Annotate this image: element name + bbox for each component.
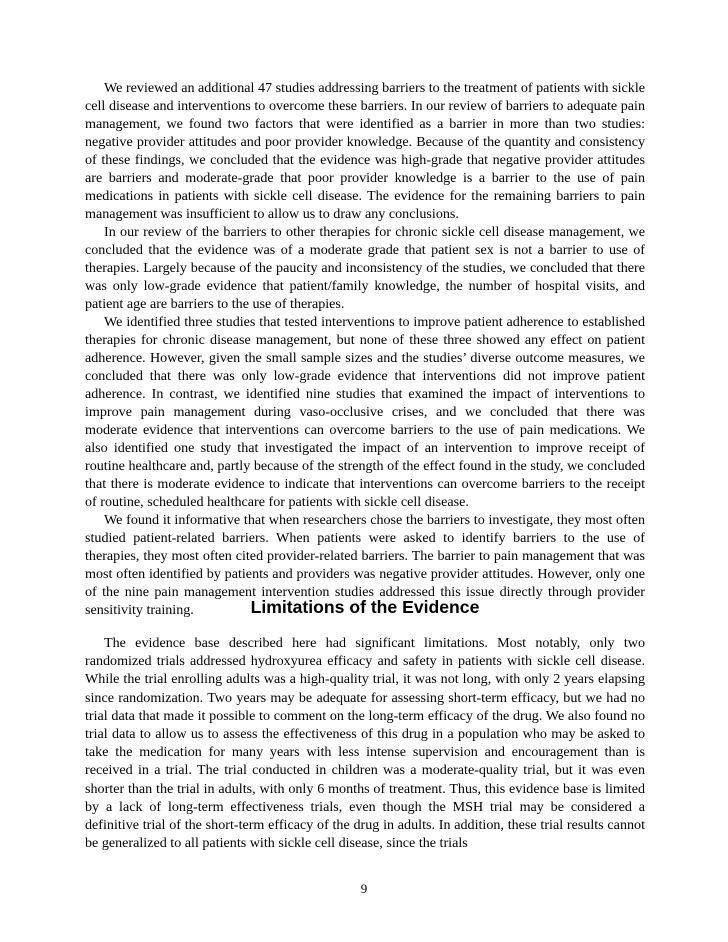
limitations-section [85, 634, 645, 852]
page-content [85, 79, 645, 852]
paragraph: The evidence base described here had significant limitations. Most notably, only two randomized trials addressed hydroxyurea efficacy and safety in patients with sickle cell disease. While the trial enrolling adults was a high-quality trial, it was not long, with only 2 years elapsing since randomization. Two years may be adequate for assessing short-term efficacy, but we had no trial data that made it possible to comment on the long-term efficacy of the drug. We also found no trial data to allow us to assess the effectiveness of this drug in a population who may be asked to take the medication for many years with less intense supervision and encouragement than is received in a trial. The trial conducted in children was a moderate-quality trial, but it was even shorter than the trial in adults, with only 6 months of treatment. Thus, this evidence base is limited by a lack of long-term effectiveness trials, even though the MSH trial may be considered a definitive trial of the short-term efficacy of the drug in adults. In addition, these trial results cannot be generalized to all patients with sickle cell disease, since the trials [85, 635, 645, 852]
paragraph: We identified three studies that tested interventions to improve patient adherence to established therapies for chronic disease management, but none of these three showed any effect on patient adherence. However, given the small sample sizes and the studies’ diverse outcome measures, we concluded that there was only low-grade evidence that interventions did not improve patient adherence. In contrast, we identified nine studies that examined the impact of interventions to improve pain management during vaso-occlusive crises, and we concluded that there was moderate evidence that interventions can overcome barriers to the use of pain medications. We also identified one study that investigated the impact of an intervention to improve receipt of routine healthcare and, partly because of the strength of the effect found in the study, we concluded that there is moderate evidence to indicate that interventions can overcome barriers to the receipt of routine, scheduled healthcare for patients with sickle cell disease. [85, 314, 645, 510]
paragraph: We found it informative that when researchers chose the barriers to investigate, they most often studied patient-related barriers. When patients were asked to identify barriers to the use of therapies, they most often cited provider-related barriers. The barrier to pain management that was most often identified by patients and providers was negative provider attitudes. However, only one of the nine pain management intervention studies addressed this issue directly through provider sensitivity training. [85, 512, 645, 618]
summary-section [85, 79, 645, 619]
paragraph: We reviewed an additional 47 studies addressing barriers to the treatment of patients with sickle cell disease and interventions to overcome these barriers. In our review of barriers to adequate pain management, we found two factors that were identified as a barrier in more than two studies: negative provider attitudes and poor provider knowledge. Because of the quantity and consistency of these findings, we concluded that the evidence was high-grade that negative provider attitudes are barriers and moderate-grade that poor provider knowledge is a barrier to the use of pain medications in patients with sickle cell disease. The evidence for the remaining barriers to pain management was insufficient to allow us to draw any conclusions. [85, 80, 645, 222]
paragraph: In our review of the barriers to other therapies for chronic sickle cell disease management, we concluded that the evidence was of a moderate grade that patient sex is not a barrier to use of therapies. Largely because of the paucity and inconsistency of the studies, we concluded that there was only low-grade evidence that patient/family knowledge, the number of hospital visits, and patient age are barriers to the use of therapies. [85, 224, 645, 312]
page-number: 9 [360, 881, 368, 896]
section-heading: Limitations of the Evidence [250, 597, 480, 617]
